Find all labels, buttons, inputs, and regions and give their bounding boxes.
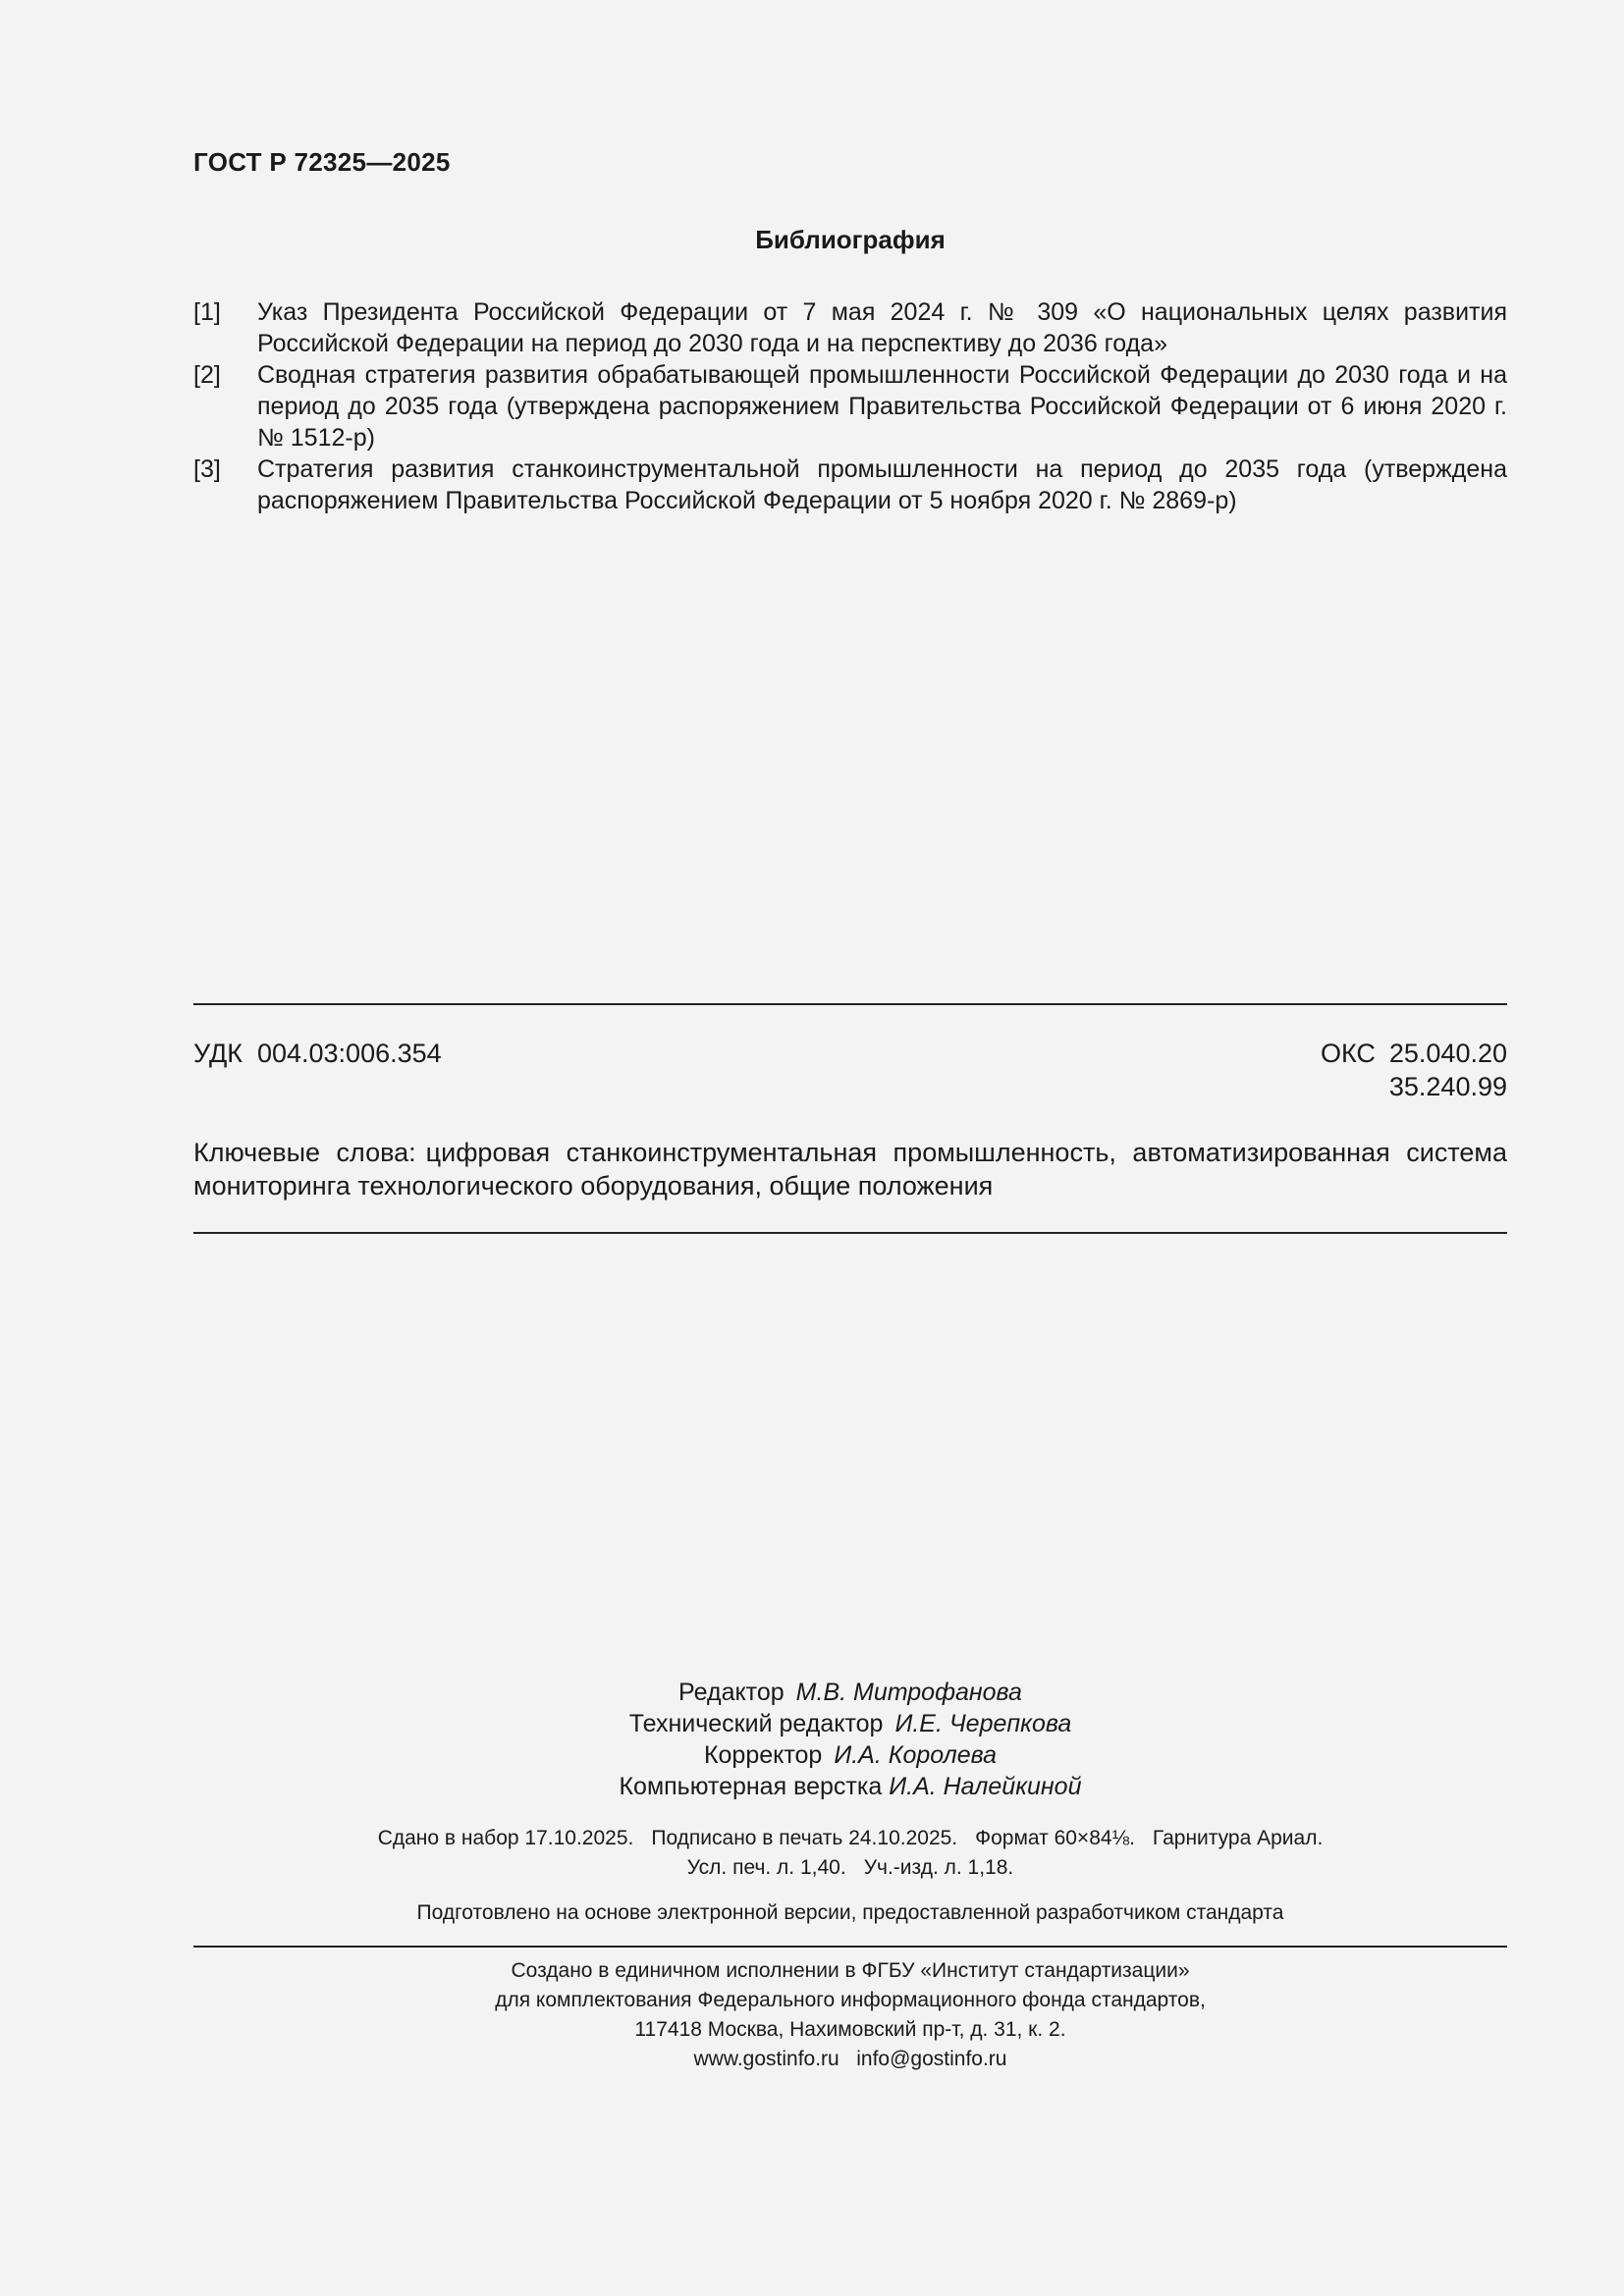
keywords-text: цифровая станкоинструментальная промышленность, автоматизированная система мониторинга технологического оборудования, общие положения — [193, 1138, 1508, 1201]
print-info-item: Сдано в набор 17.10.2025. — [377, 1827, 634, 1849]
print-info-item: Формат 60×84⅛. — [975, 1827, 1135, 1849]
oks-value: 25.040.20 — [1388, 1039, 1507, 1068]
print-info-item: Усл. печ. л. 1,40. — [686, 1856, 846, 1879]
credit-line — [193, 1708, 1507, 1739]
oks-value: 35.240.99 — [1388, 1072, 1507, 1101]
oks-code — [1321, 1037, 1507, 1103]
credit-line — [193, 1771, 1507, 1802]
prepared-note: Подготовлено на основе электронной версии, предоставленной разработчиком стандарта — [416, 1901, 1284, 1924]
print-info-item: Подписано в печать 24.10.2025. — [651, 1827, 958, 1849]
credit-line — [193, 1739, 1507, 1771]
udk-code — [193, 1037, 442, 1070]
publisher-line: для комплектования Федерального информационного фонда стандартов, — [495, 1989, 1206, 2011]
document-code: ГОСТ Р 72325—2025 — [193, 147, 451, 177]
publisher-line: 117418 Москва, Нахимовский пр-т, д. 31, к. 2. — [634, 2018, 1066, 2041]
print-info-line — [193, 1853, 1507, 1883]
reference-number: [3] — [193, 455, 221, 483]
publisher-contacts — [193, 2045, 1507, 2074]
udk-value: 004.03:006.354 — [256, 1039, 442, 1068]
website-link[interactable]: www.gostinfo.ru — [693, 2048, 839, 2070]
bibliography-item — [193, 296, 1507, 359]
udk-label: УДК — [193, 1039, 243, 1068]
credit-line — [193, 1677, 1507, 1708]
keywords-label: Ключевые слова: — [193, 1138, 416, 1167]
print-info-item: Гарнитура Ариал. — [1152, 1827, 1324, 1849]
reference-text: Стратегия развития станкоинструментальной промышленности на период до 2035 года (утверждена распоряжением Правительства Российской Федерации от 5 ноября 2020 г. № 2869-р) — [257, 455, 1507, 514]
divider-top — [193, 1003, 1507, 1005]
email-link[interactable]: info@gostinfo.ru — [856, 2048, 1007, 2070]
oks-label: ОКС — [1320, 1039, 1376, 1068]
reference-text: Сводная стратегия развития обрабатывающей промышленности Российской Федерации до 2030 года и на период до 2035 года (утверждена распоряжением Правительства Российской Федерации от 6 июня 2020 г. № 1512-р) — [257, 361, 1507, 452]
bibliography-item — [193, 359, 1507, 454]
bibliography-list — [193, 296, 1507, 516]
credit-name: И.А. Налейкиной — [889, 1773, 1082, 1800]
credit-role: Компьютерная верстка — [619, 1773, 883, 1800]
bibliography-item — [193, 454, 1507, 516]
publisher-line: Создано в единичном исполнении в ФГБУ «Институт стандартизации» — [511, 1959, 1190, 1982]
divider-bottom — [193, 1946, 1507, 1948]
print-info-line — [193, 1824, 1507, 1853]
print-info-item: Уч.-изд. л. 1,18. — [863, 1856, 1014, 1879]
reference-text: Указ Президента Российской Федерации от 7 мая 2024 г. № 309 «О национальных целях развития Российской Федерации на период до 2030 года и на перспективу до 2036 года» — [257, 298, 1507, 357]
credit-name: И.А. Королева — [834, 1741, 998, 1769]
credit-name: И.Е. Черепкова — [894, 1710, 1072, 1737]
reference-number: [2] — [193, 361, 221, 389]
credit-role: Редактор — [678, 1679, 785, 1706]
reference-number: [1] — [193, 298, 221, 326]
publisher-block — [193, 1956, 1507, 2074]
credit-role: Корректор — [703, 1741, 823, 1769]
bibliography-title: Библиография — [755, 225, 946, 254]
credit-name: М.В. Митрофанова — [795, 1679, 1022, 1706]
keywords — [193, 1136, 1507, 1202]
credit-role: Технический редактор — [628, 1710, 884, 1737]
divider-middle — [193, 1232, 1507, 1234]
print-info — [193, 1824, 1507, 1883]
credits-block — [193, 1677, 1507, 1802]
